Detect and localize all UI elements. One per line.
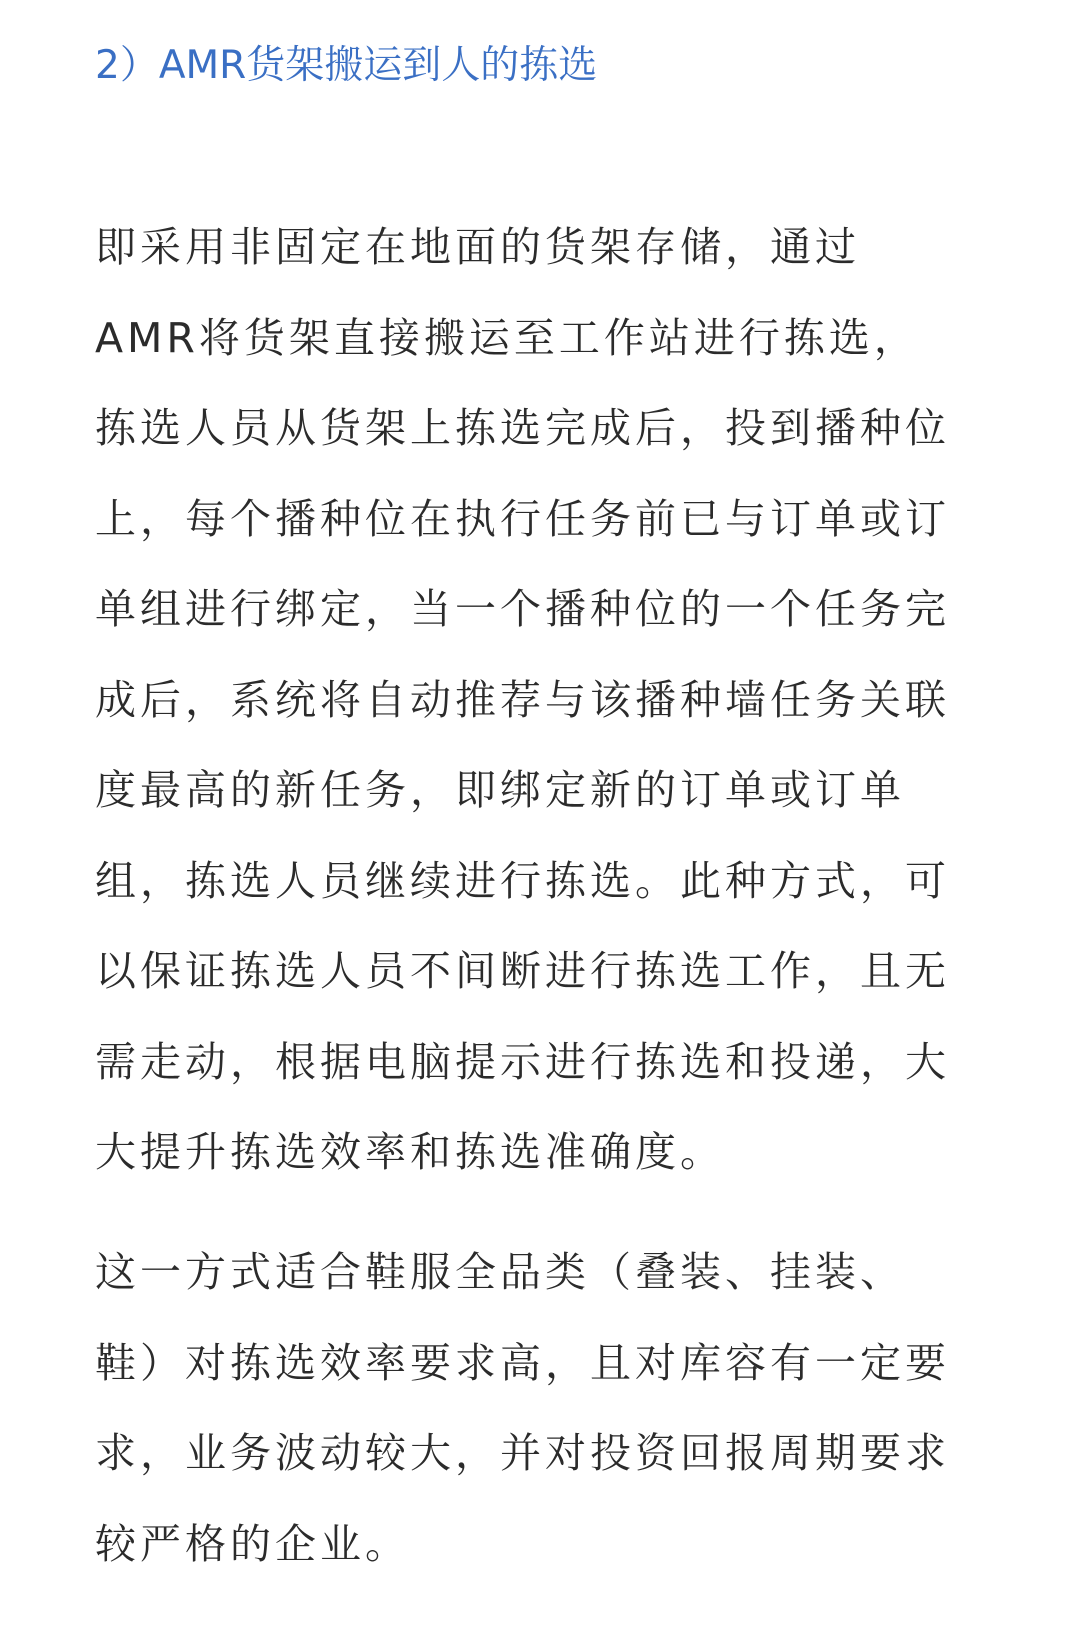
paragraph-line: 大提升拣选效率和拣选准确度。 [95,1128,725,1176]
paragraph-line: 较严格的企业。 [95,1519,410,1568]
paragraph-line: 单组进行绑定，当一个播种位的一个任务完 [95,585,950,633]
paragraph-line: 这一方式适合鞋服全品类（叠装、挂装、 [95,1248,905,1296]
paragraph-line: 鞋）对拣选效率要求高，且对库容有一定要 [95,1338,950,1387]
paragraph-line: AMR将货架直接搬运至工作站进行拣选， [95,313,919,362]
paragraph-line: 组，拣选人员继续进行拣选。此种方式，可 [95,856,950,905]
paragraph-line: 度最高的新任务，即绑定新的订单或订单 [95,766,905,814]
paragraph-line: 成后，系统将自动推荐与该播种墙任务关联 [95,675,950,724]
paragraph-1 [95,202,950,1198]
paragraph-line: 拣选人员从货架上拣选完成后，投到播种位 [95,404,950,452]
paragraph-line: 上，每个播种位在执行任务前已与订单或订 [95,494,950,543]
paragraph-line: 需走动，根据电脑提示进行拣选和投递，大 [95,1037,950,1086]
paragraph-line: 求，业务波动较大，并对投资回报周期要求 [95,1429,950,1477]
paragraph-line: 即采用非固定在地面的货架存储，通过 [95,223,860,271]
paragraph-line: 以保证拣选人员不间断进行拣选工作，且无 [95,947,950,995]
paragraph-2 [95,1227,950,1589]
section-heading: 2）AMR货架搬运到人的拣选 [95,43,598,88]
